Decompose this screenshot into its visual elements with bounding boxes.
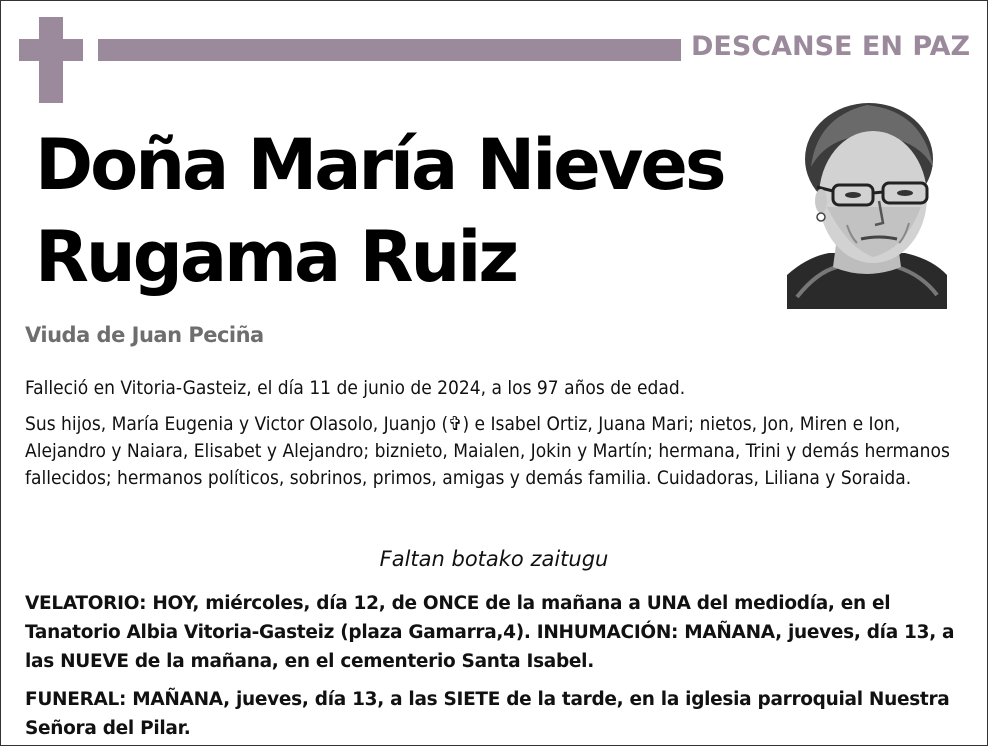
subtitle: Viuda de Juan Peciña <box>25 323 264 347</box>
header-rule <box>98 39 681 61</box>
name-line-1: Doña María Nieves <box>35 124 724 206</box>
family-paragraph <box>25 411 965 492</box>
family-text-part-1: Sus hijos, María Eugenia y Victor Olasolo, Juanjo ( <box>25 413 449 435</box>
cross-icon-bar <box>19 39 83 61</box>
cross-symbol-icon: ✞ <box>448 413 463 435</box>
deceased-name <box>35 119 775 303</box>
name-line-2: Rugama Ruiz <box>35 216 517 298</box>
quote: Faltan botako zaitugu <box>379 547 609 571</box>
velatorio-paragraph: VELATORIO: HOY, miércoles, día 12, de ONCE de la mañana a UNA del mediodía, en el Tanatorio Albia Vitoria-Gasteiz (plaza Gamarra,4). INHUMACIÓN: MAÑANA, jueves, día 13, a las NUEVE de la mañana, en el cementerio Santa Isabel. <box>25 593 955 672</box>
death-notice: Falleció en Vitoria-Gasteiz, el día 11 de junio de 2024, a los 97 años de edad. <box>25 377 686 399</box>
funeral-paragraph: FUNERAL: MAÑANA, jueves, día 13, a las SIETE de la tarde, en la iglesia parroquial Nuestra Señora del Pilar. <box>25 689 950 739</box>
family-text-part-2: ) e Isabel Ortiz, Juana Mari; nietos, Jon, Miren e Ion, Alejandro y Naiara, Elisabet y Alejandro; biznieto, Maialen, Jokin y Martín; hermana, Trini y demás hermanos fallecidos; hermanos políticos, sobrinos, primos, amigas y demás familia. Cuidadoras, Liliana y Soraida. <box>25 413 950 489</box>
portrait-photo <box>787 97 947 309</box>
header-label: DESCANSE EN PAZ <box>691 31 971 62</box>
